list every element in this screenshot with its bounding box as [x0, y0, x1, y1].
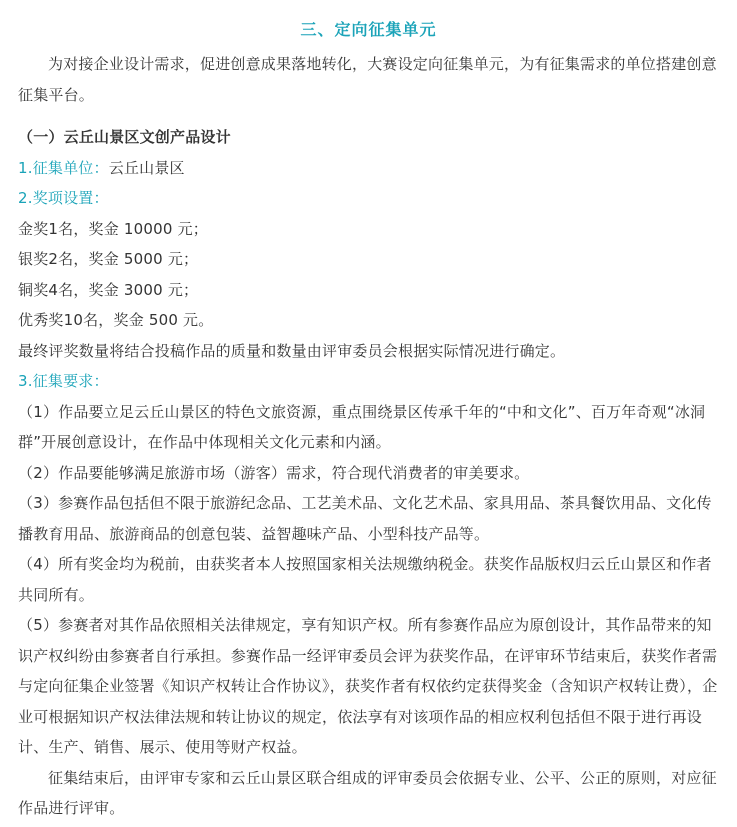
award-silver: 银奖2名，奖金 5000 元； [18, 250, 199, 268]
award-gold: 金奖1名，奖金 10000 元； [18, 219, 208, 238]
requirements-label: 3.征集要求： [18, 372, 109, 390]
final-count-note: 最终评奖数量将结合投稿作品的质量和数量由评审委员会根据实际情况进行确定。 [18, 341, 566, 360]
unit-value: 云丘山景区 [108, 158, 185, 177]
intro-paragraph: 为对接企业设计需求，促进创意成果落地转化，大赛设定向征集单元，为有征集需求的单位搭建创意征集平台。 [18, 55, 717, 104]
section1-heading: （一）云丘山景区文创产品设计 [18, 128, 231, 146]
award-bronze: 铜奖4名，奖金 3000 元； [18, 280, 199, 299]
unit-line [18, 153, 719, 184]
requirement-item: （1）作品要立足云丘山景区的特色文旅资源，重点围绕景区传承千年的“中和文化”、百万年奇观“冰洞群”开展创意设计，在作品中体现相关文化元素和内涵。 [18, 402, 706, 451]
requirement-item: （2）作品要能够满足旅游市场（游客）需求，符合现代消费者的审美要求。 [18, 463, 530, 482]
requirement-item: （5）参赛者对其作品依照相关法律规定，享有知识产权。所有参赛作品应为原创设计，其作品带来的知识产权纠纷由参赛者自行承担。参赛作品一经评审委员会评为获奖作品，在评审环节结束后，获奖作者需与定向征集企业签署《知识产权转让合作协议》，获奖作者有权依约定获得奖金（含知识产权转让费），企业可根据知识产权法律法规和转让协议的规定，依法享有对该项作品的相应权利包括但不限于进行再设计、生产、销售、展示、使用等财产权益。 [18, 616, 718, 756]
section-title: 三、定向征集单元 [300, 20, 437, 39]
requirement-item: （3）参赛作品包括但不限于旅游纪念品、工艺美术品、文化艺术品、家具用品、茶具餐饮用品、文化传播教育用品、旅游商品的创意包装、益智趣味产品、小型科技产品等。 [18, 494, 712, 543]
requirement-item: （4）所有奖金均为税前，由获奖者本人按照国家相关法规缴纳税金。获奖作品版权归云丘山景区和作者共同所有。 [18, 555, 712, 604]
award-excellent: 优秀奖10名，奖金 500 元。 [18, 311, 214, 329]
closing-paragraph: 征集结束后，由评审专家和云丘山景区联合组成的评审委员会依据专业、公平、公正的原则，对应征作品进行评审。 [18, 768, 717, 817]
awards-label: 2.奖项设置： [18, 189, 109, 207]
unit-label: 1.征集单位： [18, 158, 109, 177]
